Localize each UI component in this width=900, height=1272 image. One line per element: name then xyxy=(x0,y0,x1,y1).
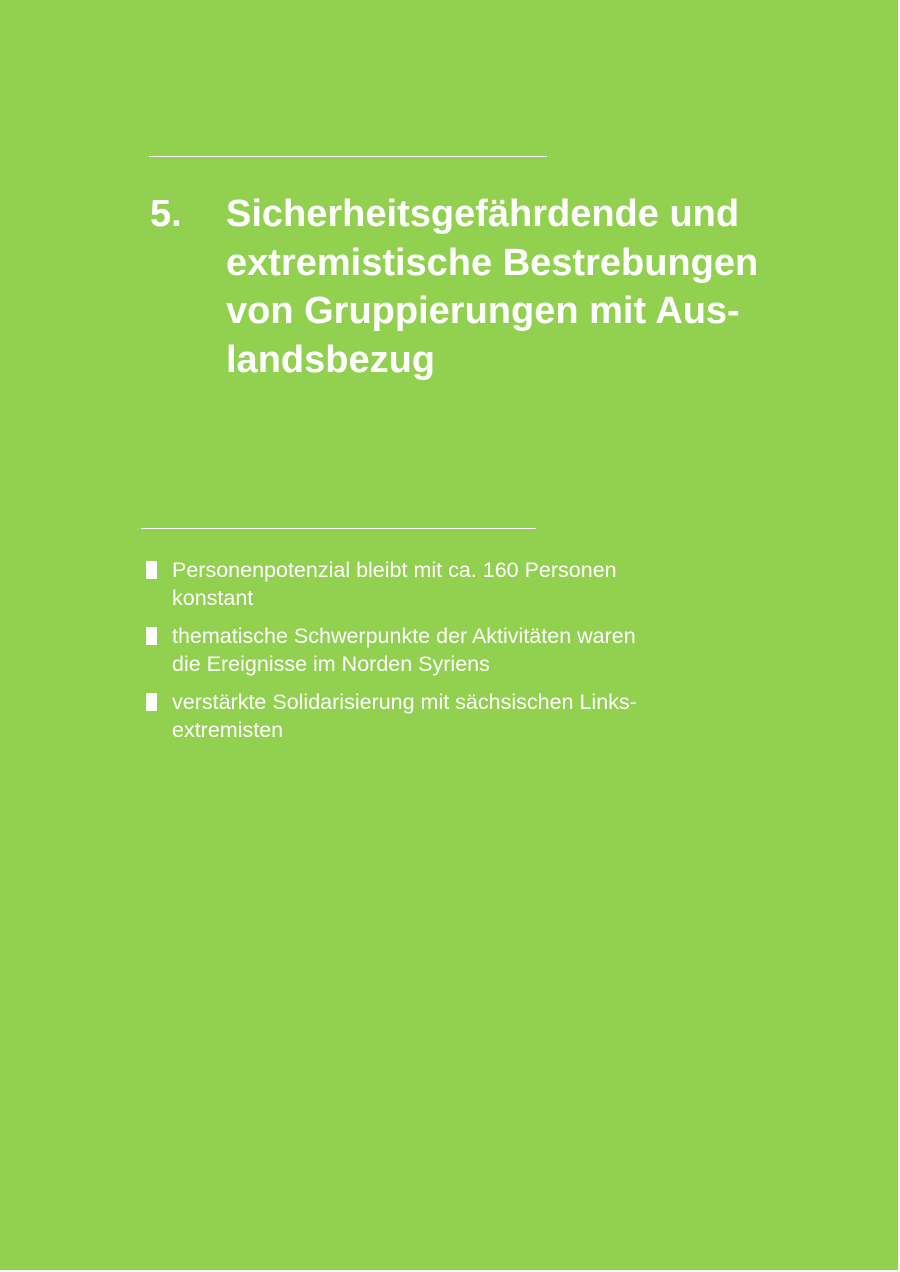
top-divider-line xyxy=(149,156,547,157)
summary-item-text: Personenpotenzial bleibt mit ca. 160 Personen konstant xyxy=(172,558,617,610)
summary-divider-line xyxy=(141,528,536,529)
summary-bullet-list xyxy=(146,556,724,754)
bullet-square-icon xyxy=(146,561,157,579)
summary-item xyxy=(146,688,724,744)
bullet-square-icon xyxy=(146,627,157,645)
summary-item-text: verstärkte Solidarisierung mit sächsischen Links- extremisten xyxy=(172,690,637,742)
chapter-number: 5. xyxy=(150,193,182,235)
bullet-square-icon xyxy=(146,693,157,711)
chapter-title: Sicherheitsgefährdende und extremistische Bestrebungen von Gruppierungen mit Aus- landsbezug xyxy=(226,193,759,381)
summary-item-text: thematische Schwerpunkte der Aktivitäten waren die Ereignisse im Norden Syriens xyxy=(172,624,636,676)
summary-item xyxy=(146,622,724,678)
summary-item xyxy=(146,556,724,612)
